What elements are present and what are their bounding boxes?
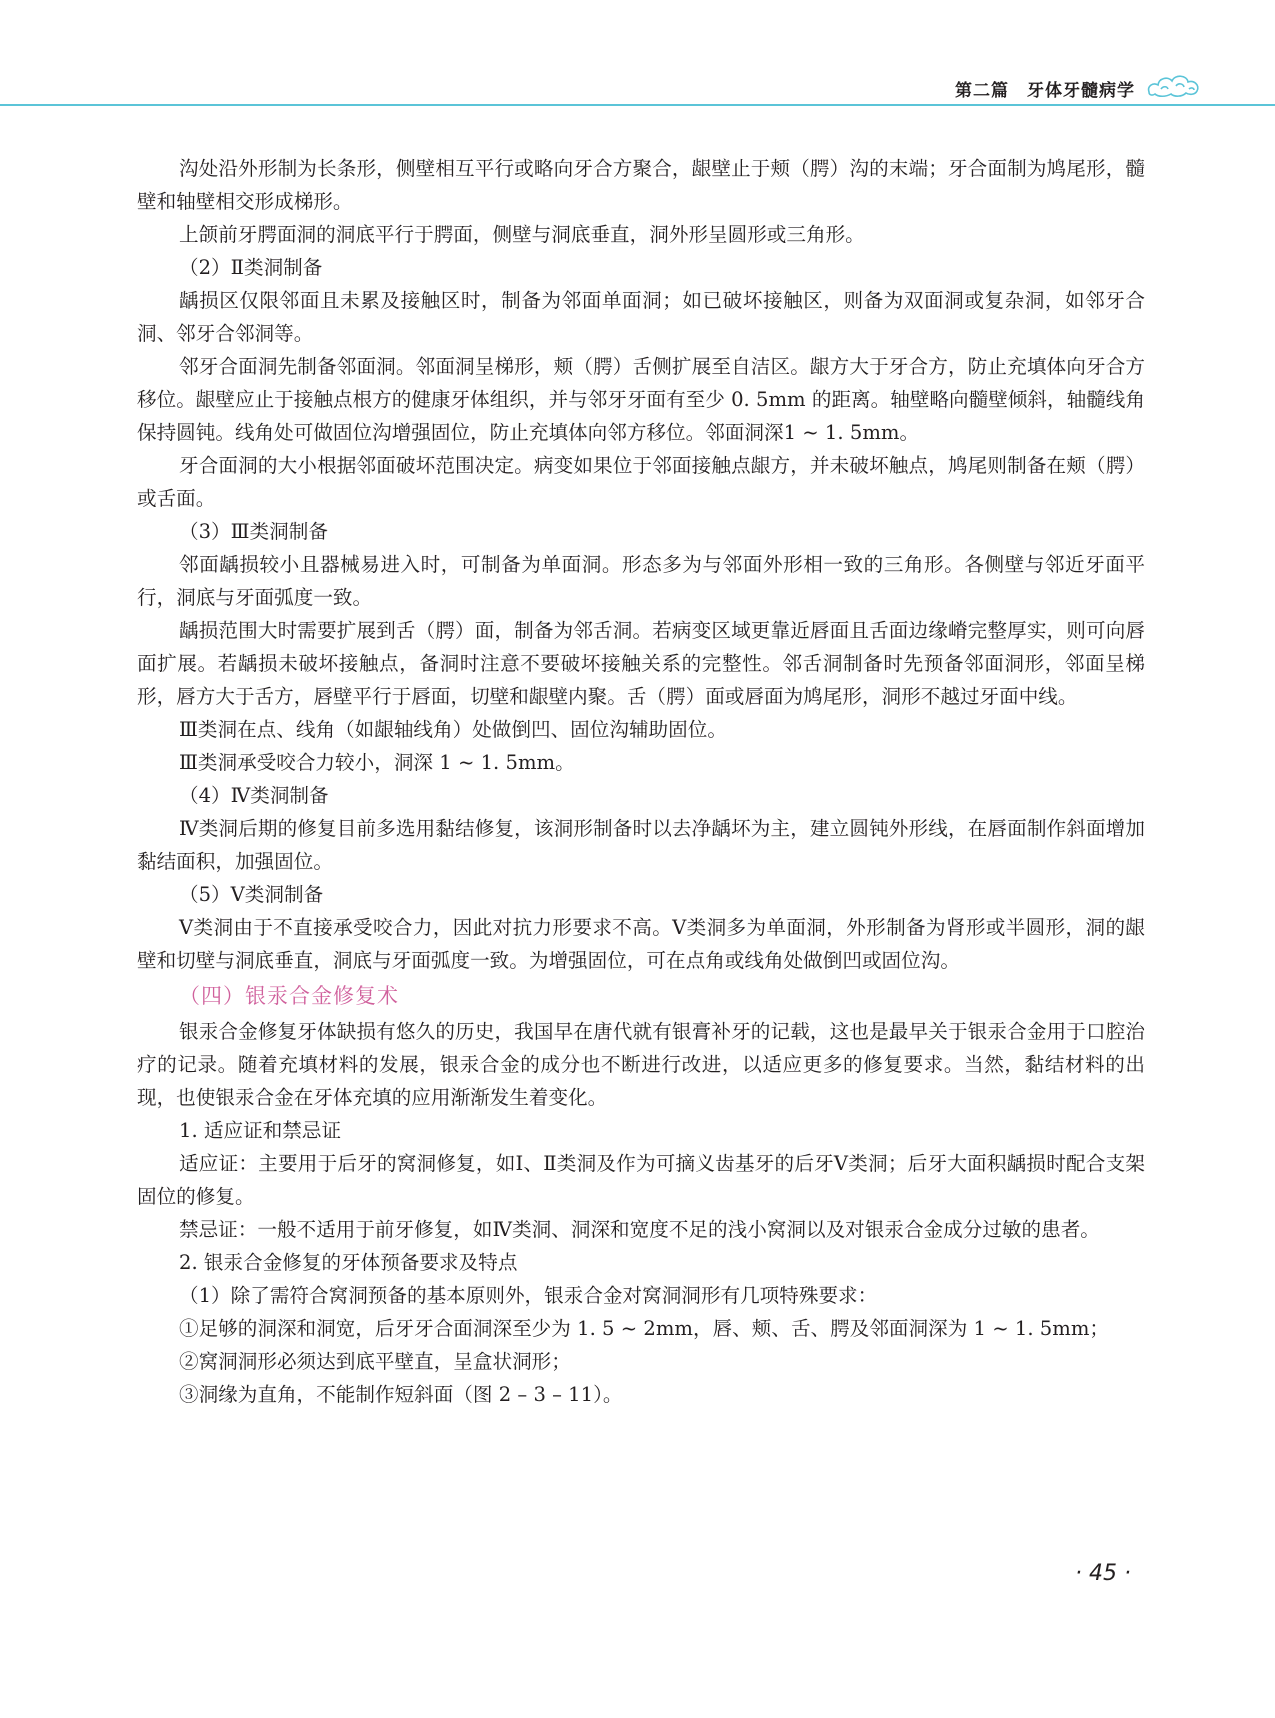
paragraph: ③洞缘为直角，不能制作短斜面（图 2 – 3 – 11）。 [179,1383,623,1406]
page-header [0,0,1275,110]
paragraph: ②窝洞洞形必须达到底平壁直，呈盒状洞形； [179,1350,571,1373]
subheading: 2. 银汞合金修复的牙体预备要求及特点 [179,1251,518,1274]
paragraph: 龋损范围大时需要扩展到舌（腭）面，制备为邻舌洞。若病变区域更靠近唇面且舌面边缘嵴完整厚实，则可向唇面扩展。若龋损未破坏接触点，备洞时注意不要破坏接触关系的完整性。邻舌洞制备时先预备邻面洞形，邻面呈梯形，唇方大于舌方，唇壁平行于唇面，切壁和龈壁内聚。舌（腭）面或唇面为鸠尾形，洞形不越过牙面中线。 [137,619,1145,708]
subheading: （4）Ⅳ类洞制备 [179,784,329,807]
paragraph: 银汞合金修复牙体缺损有悠久的历史，我国早在唐代就有银膏补牙的记载，这也是最早关于银汞合金用于口腔治疗的记录。随着充填材料的发展，银汞合金的成分也不断进行改进，以适应更多的修复要求。当然，黏结材料的出现，也使银汞合金在牙体充填的应用渐渐发生着变化。 [137,1020,1145,1109]
paragraph: Ⅴ类洞由于不直接承受咬合力，因此对抗力形要求不高。Ⅴ类洞多为单面洞，外形制备为肾形或半圆形，洞的龈壁和切壁与洞底垂直，洞底与牙面弧度一致。为增强固位，可在点角或线角处做倒凹或固位沟。 [137,916,1145,972]
paragraph: （1）除了需符合窝洞预备的基本原则外，银汞合金对窝洞洞形有几项特殊要求： [179,1284,878,1307]
paragraph: 龋损区仅限邻面且未累及接触区时，制备为邻面单面洞；如已破坏接触区，则备为双面洞或复杂洞，如邻牙合洞、邻牙合邻洞等。 [137,289,1145,345]
paragraph: 邻面龋损较小且器械易进入时，可制备为单面洞。形态多为与邻面外形相一致的三角形。各侧壁与邻近牙面平行，洞底与牙面弧度一致。 [137,553,1145,609]
paragraph: Ⅳ类洞后期的修复目前多选用黏结修复，该洞形制备时以去净龋坏为主，建立圆钝外形线，在唇面制作斜面增加黏结面积，加强固位。 [137,817,1145,873]
part-label: 第二篇 [955,81,1009,101]
subheading: （2）Ⅱ类洞制备 [179,256,323,279]
paragraph: 邻牙合面洞先制备邻面洞。邻面洞呈梯形，颊（腭）舌侧扩展至自洁区。龈方大于牙合方，防止充填体向牙合方移位。龈壁应止于接触点根方的健康牙体组织，并与邻牙牙面有至少 0. 5mm 的距离。轴壁略向髓壁倾斜，轴髓线角保持圆钝。线角处可做固位沟增强固位，防止充填体向邻方移位。邻面洞深1 ~ 1. 5mm。 [137,355,1145,444]
page-number: · 45 · [1075,1561,1131,1586]
header-rule [0,104,1275,106]
paragraph: ①足够的洞深和洞宽，后牙牙合面洞深至少为 1. 5 ~ 2mm，唇、颊、舌、腭及邻面洞深为 1 ~ 1. 5mm； [179,1317,1110,1340]
page-body [137,152,1145,1411]
subheading: （5）Ⅴ类洞制备 [179,883,324,906]
part-title: 牙体牙髓病学 [1027,81,1135,101]
paragraph: Ⅲ类洞在点、线角（如龈轴线角）处做倒凹、固位沟辅助固位。 [179,718,727,741]
paragraph: 适应证：主要用于后牙的窝洞修复，如Ⅰ、Ⅱ类洞及作为可摘义齿基牙的后牙Ⅴ类洞；后牙大面积龋损时配合支架固位的修复。 [137,1152,1145,1208]
paragraph: 沟处沿外形制为长条形，侧壁相互平行或略向牙合方聚合，龈壁止于颊（腭）沟的末端；牙合面制为鸠尾形，髓壁和轴壁相交形成梯形。 [137,157,1145,213]
subheading: （3）Ⅲ类洞制备 [179,520,328,543]
cloud-ornament-icon [1145,68,1203,100]
paragraph: 禁忌证：一般不适用于前牙修复，如Ⅳ类洞、洞深和宽度不足的浅小窝洞以及对银汞合金成分过敏的患者。 [179,1218,1100,1241]
paragraph: 上颌前牙腭面洞的洞底平行于腭面，侧壁与洞底垂直，洞外形呈圆形或三角形。 [179,223,865,246]
running-head [955,76,1135,101]
paragraph: Ⅲ类洞承受咬合力较小，洞深 1 ~ 1. 5mm。 [179,751,575,774]
paragraph: 牙合面洞的大小根据邻面破坏范围决定。病变如果位于邻面接触点龈方，并未破坏触点，鸠尾则制备在颊（腭）或舌面。 [137,454,1145,510]
subheading: 1. 适应证和禁忌证 [179,1119,342,1142]
section-heading: （四）银汞合金修复术 [179,984,399,1008]
